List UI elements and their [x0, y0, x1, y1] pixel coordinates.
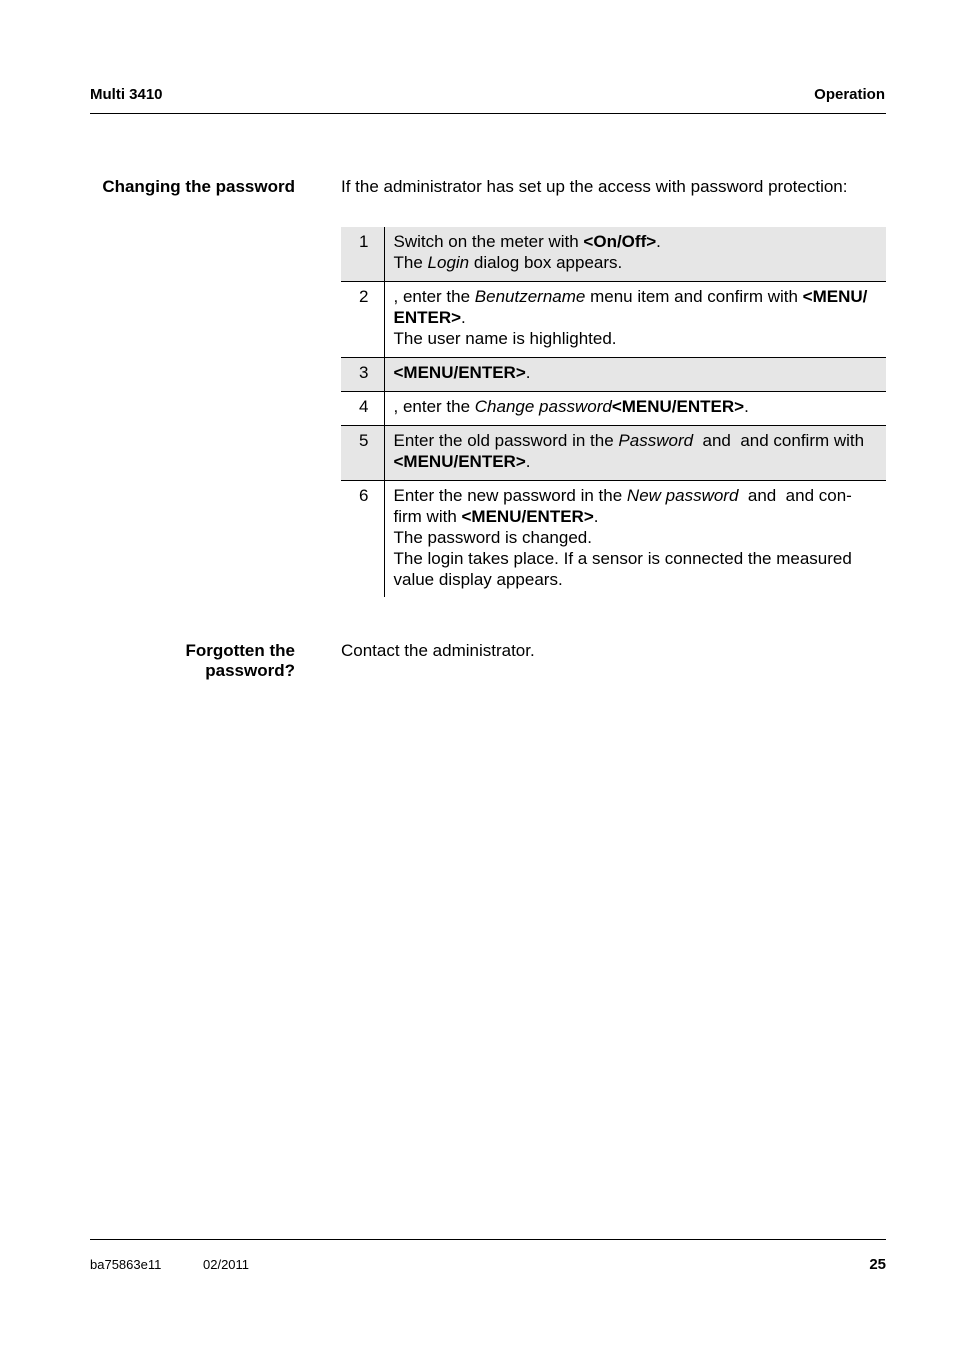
step-row: [341, 227, 886, 282]
section-heading-changing-password: Changing the password: [102, 177, 295, 196]
page-number: 25: [869, 1256, 886, 1273]
steps-table: [341, 227, 886, 597]
step-number: 4: [341, 392, 384, 426]
contact-text: Contact the administrator.: [341, 641, 535, 660]
step-text: <MENU/ENTER>.: [384, 358, 886, 392]
step-row: [341, 282, 886, 358]
step-text: Enter the new password in the New password and and con- firm with <MENU/ENTER>. The password is changed. The login takes place. If a sensor is connected the measured value display appears.: [384, 481, 886, 598]
chapter-title: Operation: [814, 86, 885, 103]
document-number: ba75863e11: [90, 1257, 162, 1272]
step-text: Enter the old password in the Password and and confirm with <MENU/ENTER>.: [384, 426, 886, 481]
step-text: Switch on the meter with <On/Off>. The Login dialog box appears.: [384, 227, 886, 282]
footer-divider: [90, 1239, 886, 1240]
step-number: 2: [341, 282, 384, 358]
document-title: Multi 3410: [90, 86, 163, 103]
step-row: [341, 358, 886, 392]
step-row: [341, 481, 886, 598]
section-heading-forgotten-password: Forgotten the password?: [185, 641, 295, 680]
step-number: 3: [341, 358, 384, 392]
header-divider: [90, 113, 886, 114]
step-text: , enter the Benutzername menu item and confirm with <MENU/ ENTER>. The user name is highlighted.: [384, 282, 886, 358]
step-number: 6: [341, 481, 384, 598]
step-text: , enter the Change password<MENU/ENTER>.: [384, 392, 886, 426]
step-row: [341, 392, 886, 426]
document-date: 02/2011: [203, 1257, 250, 1272]
step-number: 1: [341, 227, 384, 282]
step-row: [341, 426, 886, 481]
section-intro: If the administrator has set up the access with password protection:: [341, 177, 848, 196]
step-number: 5: [341, 426, 384, 481]
